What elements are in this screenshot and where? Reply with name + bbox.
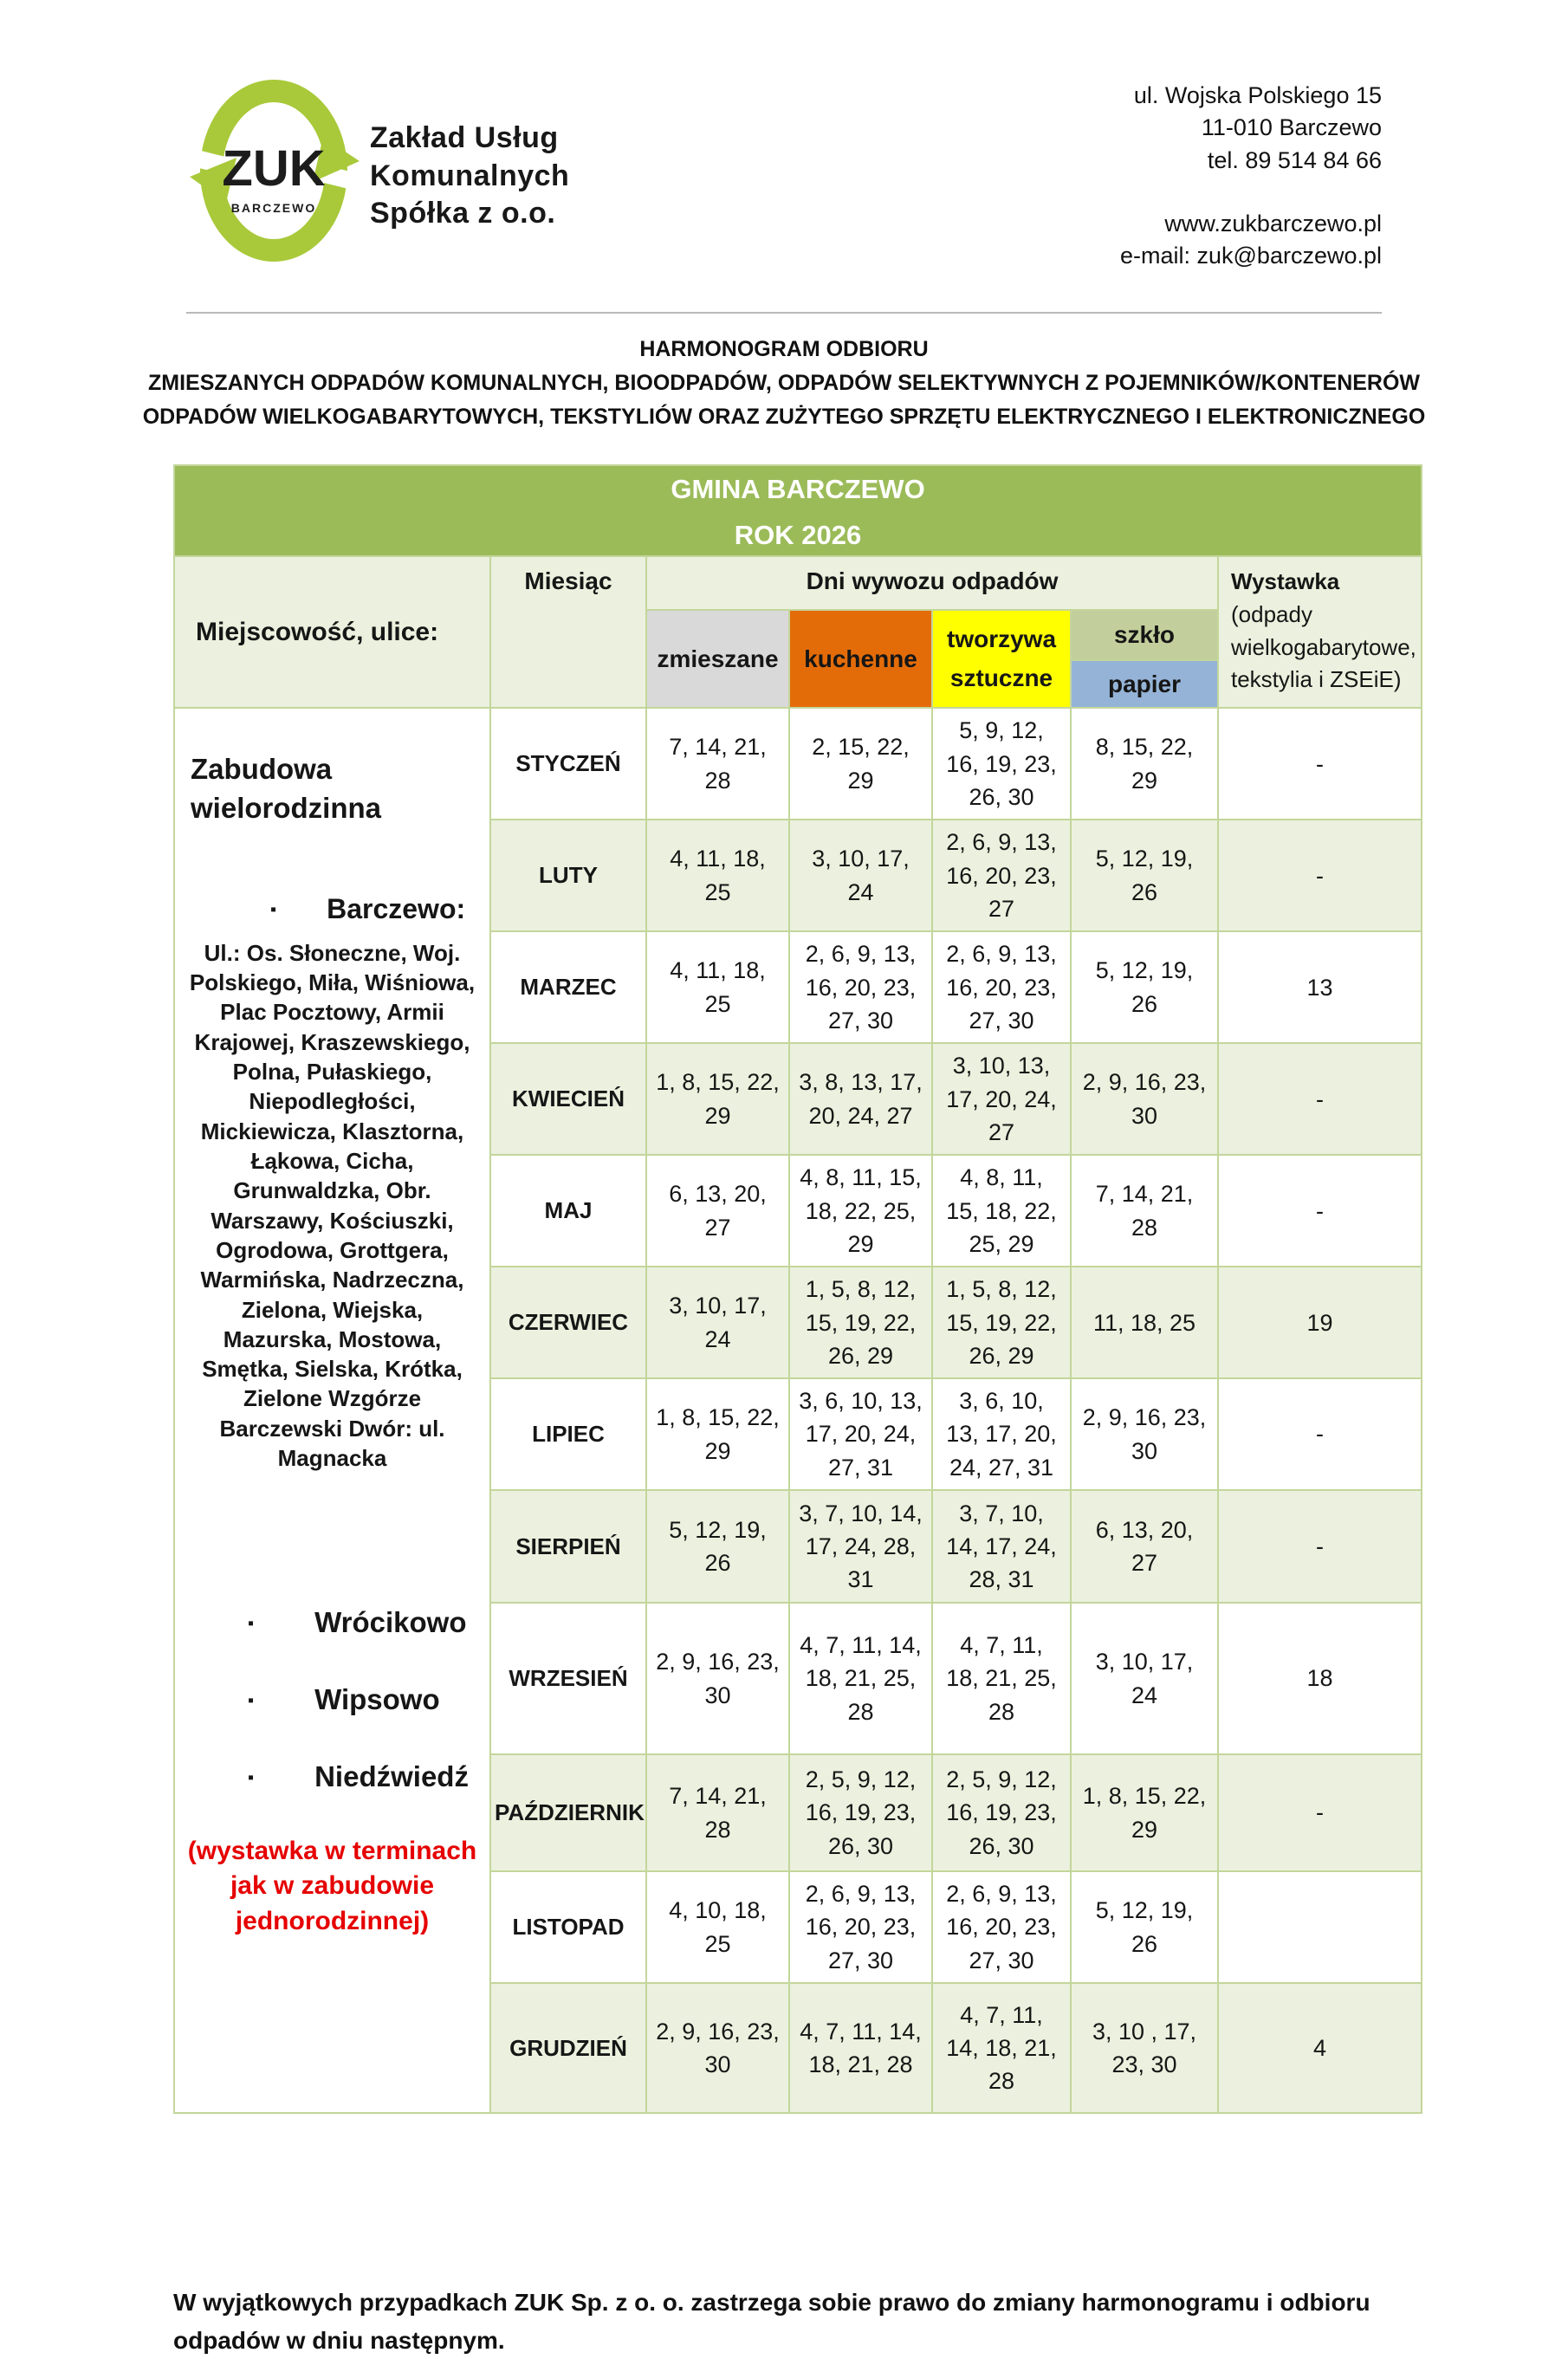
table-row-styczen [174,708,1422,820]
cell-tworzywa: 4, 8, 11, 15, 18, 22, 25, 29 [932,1155,1071,1267]
company-name [370,120,569,233]
cell-szklo-papier: 2, 9, 16, 23, 30 [1071,1043,1218,1155]
month-cell: PAŹDZIERNIK [490,1754,646,1871]
square-bullet-icon: ▪ [248,1767,255,1787]
cell-zmieszane: 4, 11, 18, 25 [646,931,789,1043]
cell-kuchenne: 2, 5, 9, 12, 16, 19, 23, 26, 30 [789,1754,932,1871]
cell-zmieszane: 7, 14, 21, 28 [646,1754,789,1871]
company-contact-block [1120,80,1382,272]
cell-tworzywa: 5, 9, 12, 16, 19, 23, 26, 30 [932,708,1071,820]
village-item [248,1680,477,1721]
cell-tworzywa: 4, 7, 11, 18, 21, 25, 28 [932,1603,1071,1754]
cell-tworzywa: 2, 6, 9, 13, 16, 20, 23, 27 [932,820,1071,931]
cell-wystawka: - [1218,708,1422,820]
month-cell: LIPIEC [490,1378,646,1490]
cell-zmieszane: 1, 8, 15, 22, 29 [646,1043,789,1155]
cell-kuchenne: 3, 7, 10, 14, 17, 24, 28, 31 [789,1490,932,1603]
month-cell: STYCZEŃ [490,708,646,820]
cell-szklo-papier: 5, 12, 19, 26 [1071,931,1218,1043]
cell-zmieszane: 7, 14, 21, 28 [646,708,789,820]
location-streets: Ul.: Os. Słoneczne, Woj. Polskiego, Miła, Wiśniowa, Plac Pocztowy, Armii Krajowej, Kraszewskiego, Polna, Pułaskiego, Niepodległości, Mickiewicza, Klasztorna, Łąkowa, Cicha, Grunwaldzka, Obr. Warszawy, Kościuszki, Ogrodowa, Grottgera, Warmińska, Nadrzeczna, Zielona, Wiejska, Mazurska, Mostowa, Smętka, Sielska, Krótka, [189,939,476,1383]
cell-szklo-papier: 7, 14, 21, 28 [1071,1155,1218,1267]
month-cell: MAJ [490,1155,646,1267]
month-cell: GRUDZIEŃ [490,1983,646,2113]
header-wystawka [1218,556,1422,708]
cell-zmieszane: 4, 11, 18, 25 [646,820,789,931]
location-streets-line2: Zielone Wzgórze [243,1385,422,1412]
cell-zmieszane: 3, 10, 17, 24 [646,1267,789,1378]
header-location: Miejscowość, ulice: [174,556,490,708]
cell-wystawka: - [1218,1490,1422,1603]
header-kuchenne: kuchenne [789,610,932,708]
zuk-logo [188,71,361,270]
location-cell [174,708,490,2113]
title-line-2: ZMIESZANYCH ODPADÓW KOMUNALNYCH, BIOODPADÓW, ODPADÓW SELEKTYWNYCH Z POJEMNIKÓW/KONTENERÓW [147,370,1421,395]
website-line: www.zukbarczewo.pl [1164,210,1382,237]
cell-szklo-papier: 11, 18, 25 [1071,1267,1218,1378]
title-line-3: ODPADÓW WIELKOGABARYTOWYCH, TEKSTYLIÓW ORAZ ZUŻYTEGO SPRZĘTU ELEKTRYCZNEGO I ELEKTRONICZNEGO [142,404,1426,429]
cell-zmieszane: 4, 10, 18, 25 [646,1871,789,1983]
cell-kuchenne: 2, 15, 22, 29 [789,708,932,820]
cell-kuchenne: 3, 6, 10, 13, 17, 20, 24, 27, 31 [789,1378,932,1490]
company-name-line: Komunalnych [370,159,570,192]
cell-szklo-papier: 1, 8, 15, 22, 29 [1071,1754,1218,1871]
cell-kuchenne: 3, 8, 13, 17, 20, 24, 27 [789,1043,932,1155]
header-tworzywa-sztuczne: tworzywa sztuczne [932,610,1071,708]
cell-tworzywa: 2, 5, 9, 12, 16, 19, 23, 26, 30 [932,1754,1071,1871]
month-cell: MARZEC [490,931,646,1043]
location-area-bullet [270,890,477,929]
cell-wystawka: - [1218,1754,1422,1871]
document-title [0,333,1568,433]
cell-szklo-papier: 3, 10, 17, 24 [1071,1603,1218,1754]
location-streets-line3: Barczewski Dwór: ul. Magnacka [219,1415,445,1472]
cell-tworzywa: 1, 5, 8, 12, 15, 19, 22, 26, 29 [932,1267,1071,1378]
month-cell: SIERPIEŃ [490,1490,646,1603]
cell-tworzywa: 2, 6, 9, 13, 16, 20, 23, 27, 30 [932,1871,1071,1983]
cell-szklo-papier: 2, 9, 16, 23, 30 [1071,1378,1218,1490]
phone-line: tel. 89 514 84 66 [1207,146,1382,173]
cell-tworzywa: 3, 6, 10, 13, 17, 20, 24, 27, 31 [932,1378,1071,1490]
header-wystawka-subtitle: (odpady wielkogabarytowe, tekstylia i ZSEiE) [1231,600,1416,693]
header-wystawka-title: Wystawka [1231,568,1340,595]
village-name: Wipsowo [314,1683,440,1716]
location-heading: Zabudowa wielorodzinna [191,753,382,824]
month-cell: LUTY [490,820,646,931]
cell-wystawka: - [1218,820,1422,931]
month-cell: KWIECIEŃ [490,1043,646,1155]
recycle-logo-icon [188,71,361,270]
cell-wystawka: - [1218,1155,1422,1267]
header-zmieszane: zmieszane [646,610,789,708]
location-area-name: Barczewo: [327,893,466,925]
cell-wystawka: - [1218,1378,1422,1490]
cell-kuchenne: 4, 7, 11, 14, 18, 21, 25, 28 [789,1603,932,1754]
cell-kuchenne: 2, 6, 9, 13, 16, 20, 23, 27, 30 [789,931,932,1043]
table-banner [174,465,1422,556]
banner-year: ROK 2026 [734,519,862,550]
cell-szklo-papier: 6, 13, 20, 27 [1071,1490,1218,1603]
footer-disclaimer: W wyjątkowych przypadkach ZUK Sp. z o. o. zastrzega sobie prawo do zmiany harmonogramu i odbioru odpadów w dniu następnym. [173,2289,1370,2354]
cell-wystawka: 13 [1218,931,1422,1043]
cell-wystawka: 19 [1218,1267,1422,1378]
banner-title: GMINA BARCZEWO [671,473,925,504]
cell-szklo-papier: 5, 12, 19, 26 [1071,1871,1218,1983]
cell-tworzywa: 2, 6, 9, 13, 16, 20, 23, 27, 30 [932,931,1071,1043]
cell-wystawka [1218,1871,1422,1983]
waste-schedule-table [173,464,1422,2114]
cell-kuchenne: 4, 7, 11, 14, 18, 21, 28 [789,1983,932,2113]
company-name-line: Zakład Usług [370,121,559,154]
cell-kuchenne: 3, 10, 17, 24 [789,820,932,931]
month-cell: WRZESIEŃ [490,1603,646,1754]
cell-kuchenne: 4, 8, 11, 15, 18, 22, 25, 29 [789,1155,932,1267]
cell-zmieszane: 1, 8, 15, 22, 29 [646,1378,789,1490]
logo-acronym: ZUK [222,140,326,197]
cell-wystawka: 18 [1218,1603,1422,1754]
village-name: Niedźwiedź [314,1760,469,1793]
address-line: ul. Wojska Polskiego 15 [1133,82,1382,108]
square-bullet-icon: ▪ [248,1690,255,1710]
header-month: Miesiąc [490,556,646,708]
month-cell: LISTOPAD [490,1871,646,1983]
email-line: e-mail: zuk@barczewo.pl [1119,243,1382,269]
cell-wystawka: - [1218,1043,1422,1155]
header-szklo: szkło [1071,610,1218,660]
village-item [248,1757,477,1798]
spacer [1120,177,1382,208]
village-name: Wrócikowo [314,1606,467,1639]
square-bullet-icon: ▪ [270,900,277,920]
location-red-note: (wystawka w terminach jak w zabudowie jednorodzinnej) [187,1836,477,1935]
cell-zmieszane: 2, 9, 16, 23, 30 [646,1603,789,1754]
cell-szklo-papier: 5, 12, 19, 26 [1071,820,1218,931]
cell-szklo-papier: 8, 15, 22, 29 [1071,708,1218,820]
header-days-group: Dni wywozu odpadów [646,556,1218,610]
company-name-line: Spółka z o.o. [370,197,556,230]
letterhead [186,0,1382,314]
cell-tworzywa: 3, 10, 13, 17, 20, 24, 27 [932,1043,1071,1155]
cell-szklo-papier: 3, 10 , 17, 23, 30 [1071,1983,1218,2113]
cell-zmieszane: 2, 9, 16, 23, 30 [646,1983,789,2113]
header-papier: papier [1071,660,1218,708]
cell-tworzywa: 4, 7, 11, 14, 18, 21, 28 [932,1983,1071,2113]
month-cell: CZERWIEC [490,1267,646,1378]
cell-wystawka: 4 [1218,1983,1422,2113]
location-villages [187,1603,477,1798]
address-line: 11-010 Barczewo [1201,114,1382,141]
cell-kuchenne: 2, 6, 9, 13, 16, 20, 23, 27, 30 [789,1871,932,1983]
cell-zmieszane: 6, 13, 20, 27 [646,1155,789,1267]
logo-city: BARCZEWO [230,201,317,215]
cell-kuchenne: 1, 5, 8, 12, 15, 19, 22, 26, 29 [789,1267,932,1378]
cell-zmieszane: 5, 12, 19, 26 [646,1490,789,1603]
cell-tworzywa: 3, 7, 10, 14, 17, 24, 28, 31 [932,1490,1071,1603]
square-bullet-icon: ▪ [248,1613,255,1633]
title-line-1: HARMONOGRAM ODBIORU [639,337,929,361]
village-item [248,1603,477,1643]
